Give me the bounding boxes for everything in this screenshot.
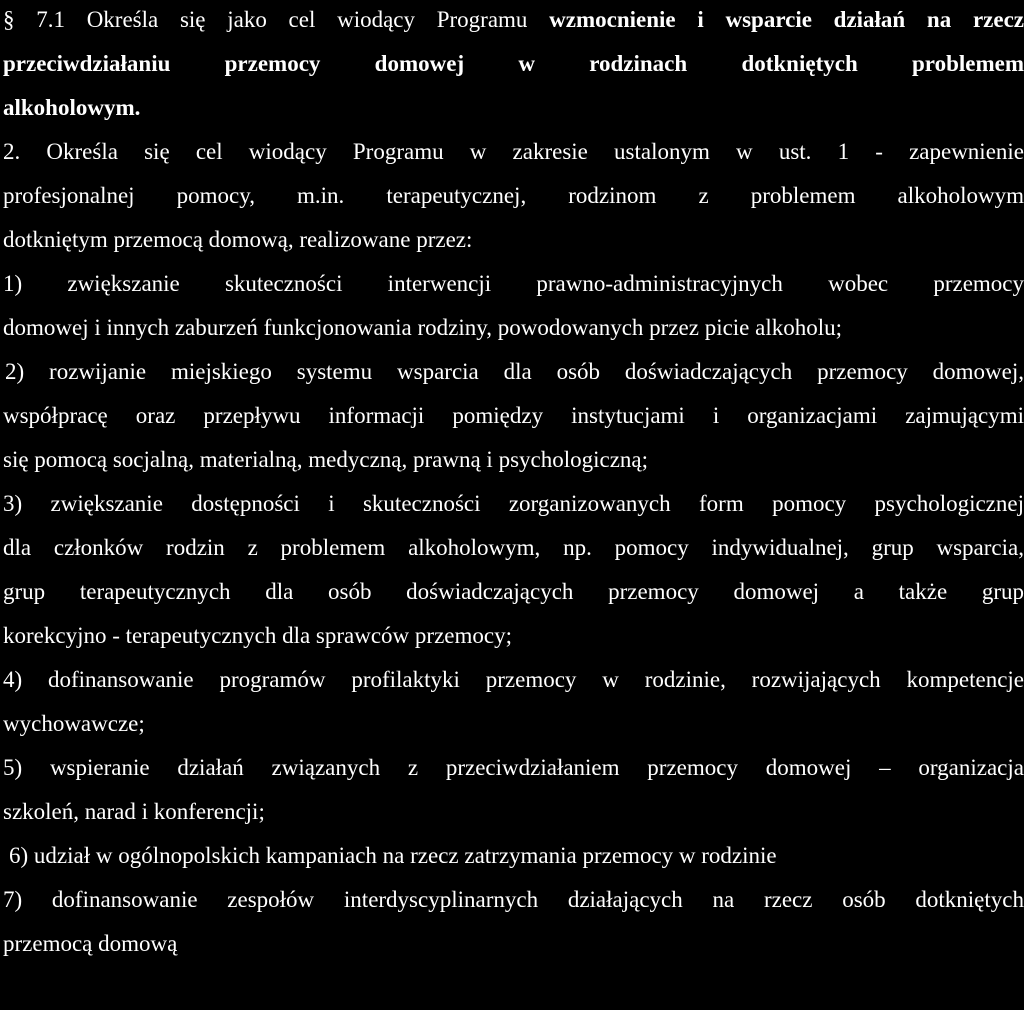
list-item-4 — [3, 658, 1024, 746]
list-item-3-line-1: 3) zwiększanie dostępności i skuteczności zorganizowanych form pomocy psychologicznej — [3, 491, 1024, 516]
paragraph-2-line-3: dotkniętym przemocą domową, realizowane przez: — [3, 227, 473, 252]
list-item-7-line-1: 7) dofinansowanie zespołów interdyscyplinarnych działających na rzecz osób dotkniętych — [3, 887, 1024, 912]
list-item-6-line-1: 6) udział w ogólnopolskich kampaniach na rzecz zatrzymania przemocy w rodzinie — [9, 843, 777, 868]
list-item-2-line-1: 2) rozwijanie miejskiego systemu wsparcia dla osób doświadczających przemocy domowej, — [5, 359, 1024, 384]
list-item-3-line-3: grup terapeutycznych dla osób doświadczających przemocy domowej a także grup — [3, 579, 1024, 604]
list-item-2 — [3, 350, 1024, 482]
paragraph-7-1-line-1 — [3, 0, 1024, 42]
paragraph-7-1-bold-2: przeciwdziałaniu przemocy domowej w rodzinach dotkniętych problemem — [3, 51, 1024, 76]
list-item-3-line-4: korekcyjno - terapeutycznych dla sprawców przemocy; — [3, 623, 512, 648]
paragraph-7-1-bold-1: wzmocnienie i wsparcie działań na rzecz — [549, 7, 1024, 32]
paragraph-2-line-1: 2. Określa się cel wiodący Programu w zakresie ustalonym w ust. 1 - zapewnienie — [3, 139, 1024, 164]
list-item-7-line-2: przemocą domową — [3, 931, 178, 956]
list-item-3-line-2: dla członków rodzin z problemem alkoholowym, np. pomocy indywidualnej, grup wsparcia, — [3, 535, 1024, 560]
list-item-5-line-1: 5) wspieranie działań związanych z przeciwdziałaniem przemocy domowej – organizacja — [3, 755, 1024, 780]
list-item-1 — [3, 262, 1024, 350]
paragraph-7-1 — [3, 0, 1024, 130]
list-item-7 — [3, 878, 1024, 966]
list-item-2-line-2: współpracę oraz przepływu informacji pomiędzy instytucjami i organizacjami zajmującymi — [3, 403, 1024, 428]
paragraph-7-1-prefix: § 7.1 Określa się jako cel wiodący Programu — [3, 7, 550, 32]
list-item-5-line-2: szkoleń, narad i konferencji; — [3, 799, 265, 824]
list-item-1-line-1: 1) zwiększanie skuteczności interwencji prawno-administracyjnych wobec przemocy — [3, 271, 1024, 296]
paragraph-7-1-bold-3: alkoholowym. — [3, 95, 141, 120]
list-item-5 — [3, 746, 1024, 834]
list-item-2-line-3: się pomocą socjalną, materialną, medyczną, prawną i psychologiczną; — [3, 447, 649, 472]
paragraph-2-line-2: profesjonalnej pomocy, m.in. terapeutycznej, rodzinom z problemem alkoholowym — [3, 183, 1024, 208]
list-item-4-line-1: 4) dofinansowanie programów profilaktyki przemocy w rodzinie, rozwijających kompetencje — [3, 667, 1024, 692]
list-item-4-line-2: wychowawcze; — [3, 711, 145, 736]
list-item-3 — [3, 482, 1024, 658]
list-item-1-line-2: domowej i innych zaburzeń funkcjonowania rodziny, powodowanych przez picie alkoholu; — [3, 315, 843, 340]
list-item-6 — [3, 834, 1024, 878]
paragraph-2 — [3, 130, 1024, 262]
